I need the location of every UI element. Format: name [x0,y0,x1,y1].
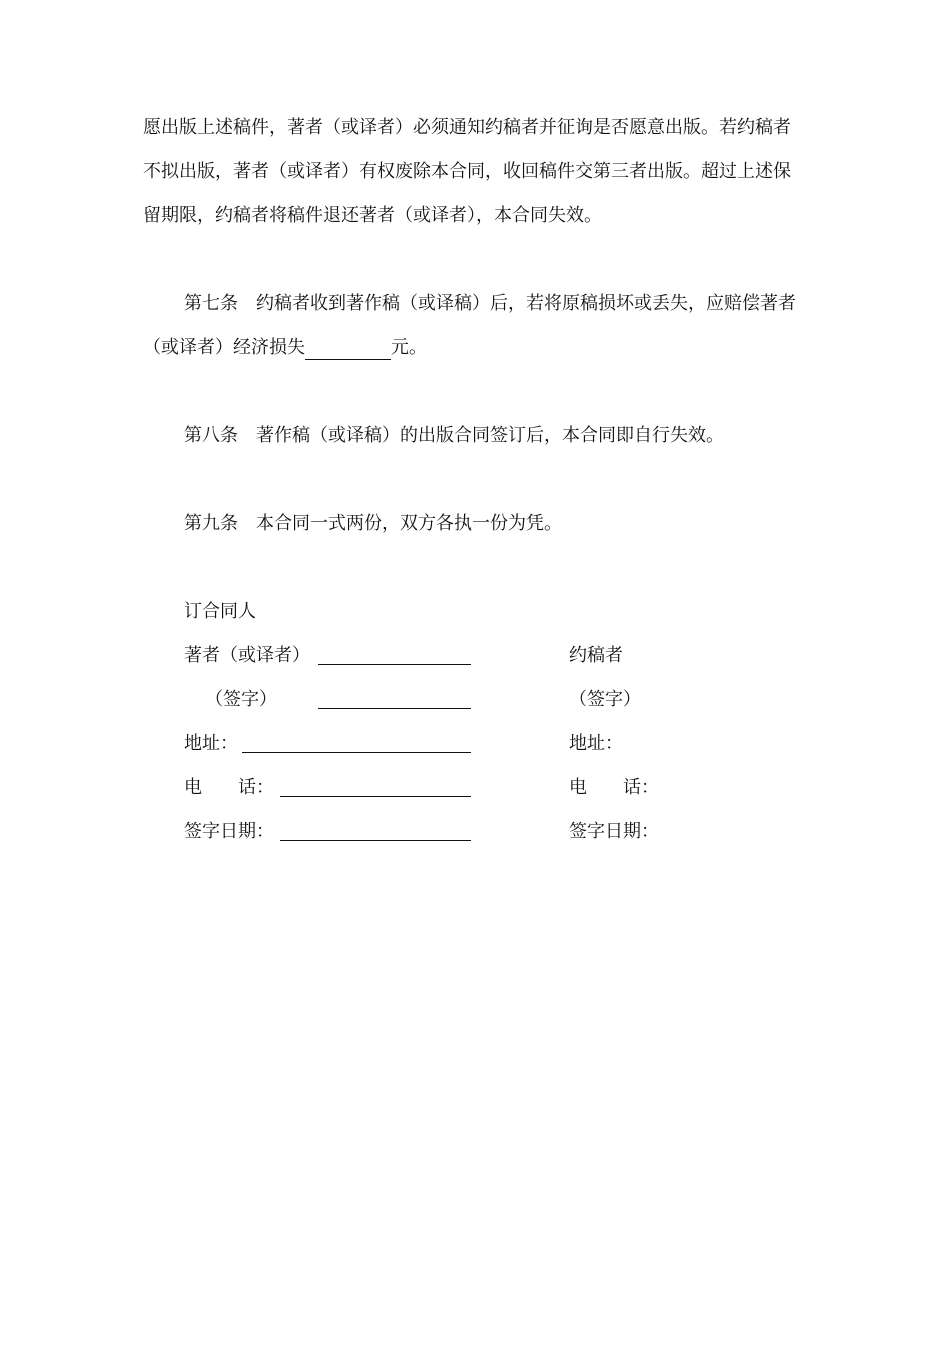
article-7-text-after: 元。 [391,337,427,358]
author-phone-label: 电 话： [184,777,274,798]
article-9: 第九条 本合同一式两份，双方各执一份为凭。 [184,513,562,534]
author-sign-label: （签字） [205,689,277,710]
compensation-amount-blank [305,341,391,360]
commissioner-label: 约稿者 [569,645,623,666]
author-phone-line [280,796,471,797]
author-name-line [318,664,471,665]
commissioner-date-label: 签字日期： [569,821,659,842]
author-date-line [280,840,471,841]
commissioner-sign-label: （签字） [569,689,641,710]
author-date-label: 签字日期： [184,821,274,842]
author-address-label: 地址： [184,733,238,754]
commissioner-address-label: 地址： [569,733,623,754]
article-6-line-1: 愿出版上述稿件，著者（或译者）必须通知约稿者并征询是否愿意出版。若约稿者 [143,117,791,138]
author-label: 著者（或译者） [184,645,310,666]
article-7-line-1: 第七条 约稿者收到著作稿（或译稿）后，若将原稿损坏或丢失，应赔偿著者 [184,293,796,314]
author-address-line [242,752,471,753]
article-7-text-before: （或译者）经济损失 [143,337,305,358]
author-signature-line [318,708,471,709]
article-7-line-2 [143,336,427,360]
signatories-heading: 订合同人 [184,601,256,622]
article-8: 第八条 著作稿（或译稿）的出版合同签订后，本合同即自行失效。 [184,425,724,446]
article-6-line-2: 不拟出版，著者（或译者）有权废除本合同，收回稿件交第三者出版。超过上述保 [143,161,791,182]
article-6-line-3: 留期限，约稿者将稿件退还著者（或译者），本合同失效。 [143,205,602,226]
commissioner-phone-label: 电 话： [569,777,659,798]
